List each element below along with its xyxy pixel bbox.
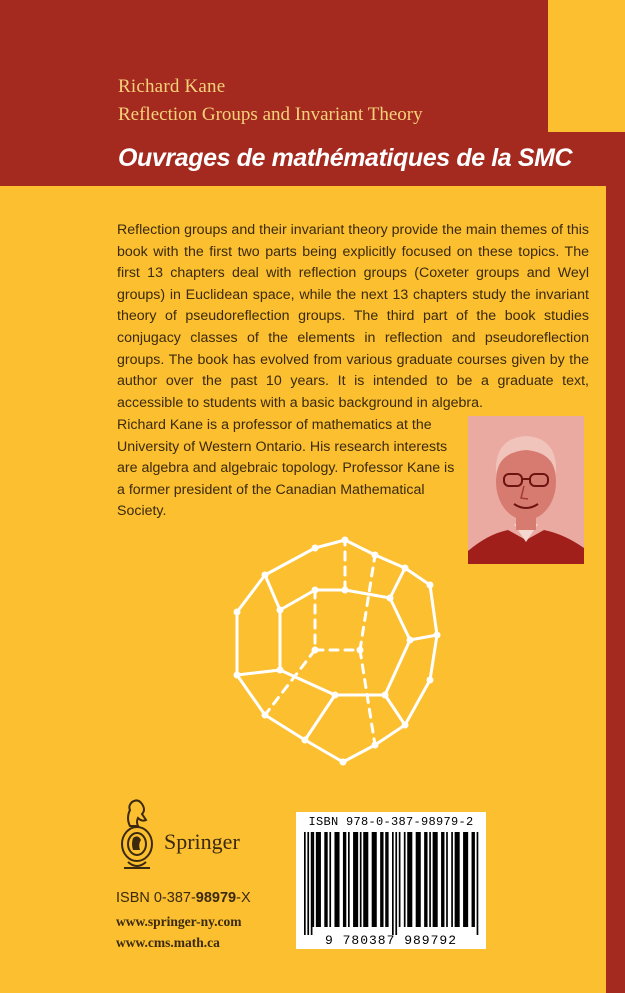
dodecahedron-diagram — [225, 530, 450, 770]
barcode-bar — [477, 832, 479, 935]
barcode-bars — [304, 832, 480, 935]
springer-knight-logo — [116, 798, 158, 874]
barcode-isbn-label: ISBN 978-0-387-98979-2 — [308, 815, 474, 829]
corner-square — [548, 0, 625, 132]
isbn-text — [116, 890, 251, 906]
springer-url: www.springer-ny.com — [116, 914, 242, 929]
barcode-bar — [360, 832, 362, 927]
barcode-bar — [446, 832, 448, 927]
barcode-bar — [441, 832, 444, 927]
barcode-bar — [343, 832, 346, 927]
barcode-bar — [463, 832, 468, 927]
barcode-bar — [429, 832, 431, 927]
barcode-bar — [392, 832, 394, 935]
barcode-bar — [472, 832, 475, 927]
barcode-bar — [324, 832, 327, 927]
barcode-bar — [363, 832, 368, 927]
barcode-bar — [372, 832, 377, 927]
barcode-bar — [316, 832, 321, 927]
series-title: Ouvrages de mathématiques de la SMC — [118, 144, 573, 172]
barcode-bar — [455, 832, 460, 927]
barcode-bar — [407, 832, 412, 927]
barcode-bar — [312, 832, 314, 927]
barcode-bar — [395, 832, 397, 935]
barcode-bar — [424, 832, 427, 927]
barcode-bar — [307, 832, 309, 935]
barcode-bar — [399, 832, 401, 927]
book-description: Reflection groups and their invariant theory provide the main themes of this book with the first two parts being explicitly focused on these topics. The first 13 chapters deal with reflection groups (Coxeter groups and Weyl groups) in Euclidean space, while the next 13 chapters study the invariant theory of pseudoreflection groups. The third part of the book studies conjugacy classes of the elements in reflection and pseudoreflection groups. The book has evolved from various graduate courses given by the author over the past 10 years. It is intended to be a graduate text, accessible to students with a basic background in algebra. — [117, 222, 589, 411]
barcode-bar — [451, 832, 453, 927]
barcode-bar — [380, 832, 383, 927]
author-name: Richard Kane — [118, 76, 226, 97]
spine-strip — [606, 186, 625, 993]
barcode-bar — [404, 832, 406, 927]
barcode-digits: 9 780387 989792 — [324, 933, 458, 948]
barcode — [296, 812, 486, 949]
barcode-bar — [334, 832, 339, 927]
barcode-bar — [311, 832, 313, 935]
book-title: Reflection Groups and Invariant Theory — [118, 104, 423, 125]
author-bio: Richard Kane is a professor of mathematics at the University of Western Ontario. His research interests are algebra and algebraic topology. Professor Kane is a former president of the Canadian Mathematical Society. — [117, 417, 455, 520]
isbn-bold-part: 98979 — [195, 890, 237, 906]
barcode-bar — [304, 832, 306, 935]
author-photo — [468, 416, 584, 564]
barcode-bar — [348, 832, 350, 927]
barcode-bar — [353, 832, 358, 927]
barcode-bar — [329, 832, 331, 927]
springer-wordmark: Springer — [164, 829, 240, 854]
barcode-bar — [385, 832, 388, 927]
cms-url: www.cms.math.ca — [116, 935, 220, 950]
isbn-prefix: ISBN 0-387- — [116, 890, 196, 906]
barcode-bar — [433, 832, 438, 927]
isbn-suffix: -X — [236, 890, 251, 906]
barcode-bar — [416, 832, 421, 927]
